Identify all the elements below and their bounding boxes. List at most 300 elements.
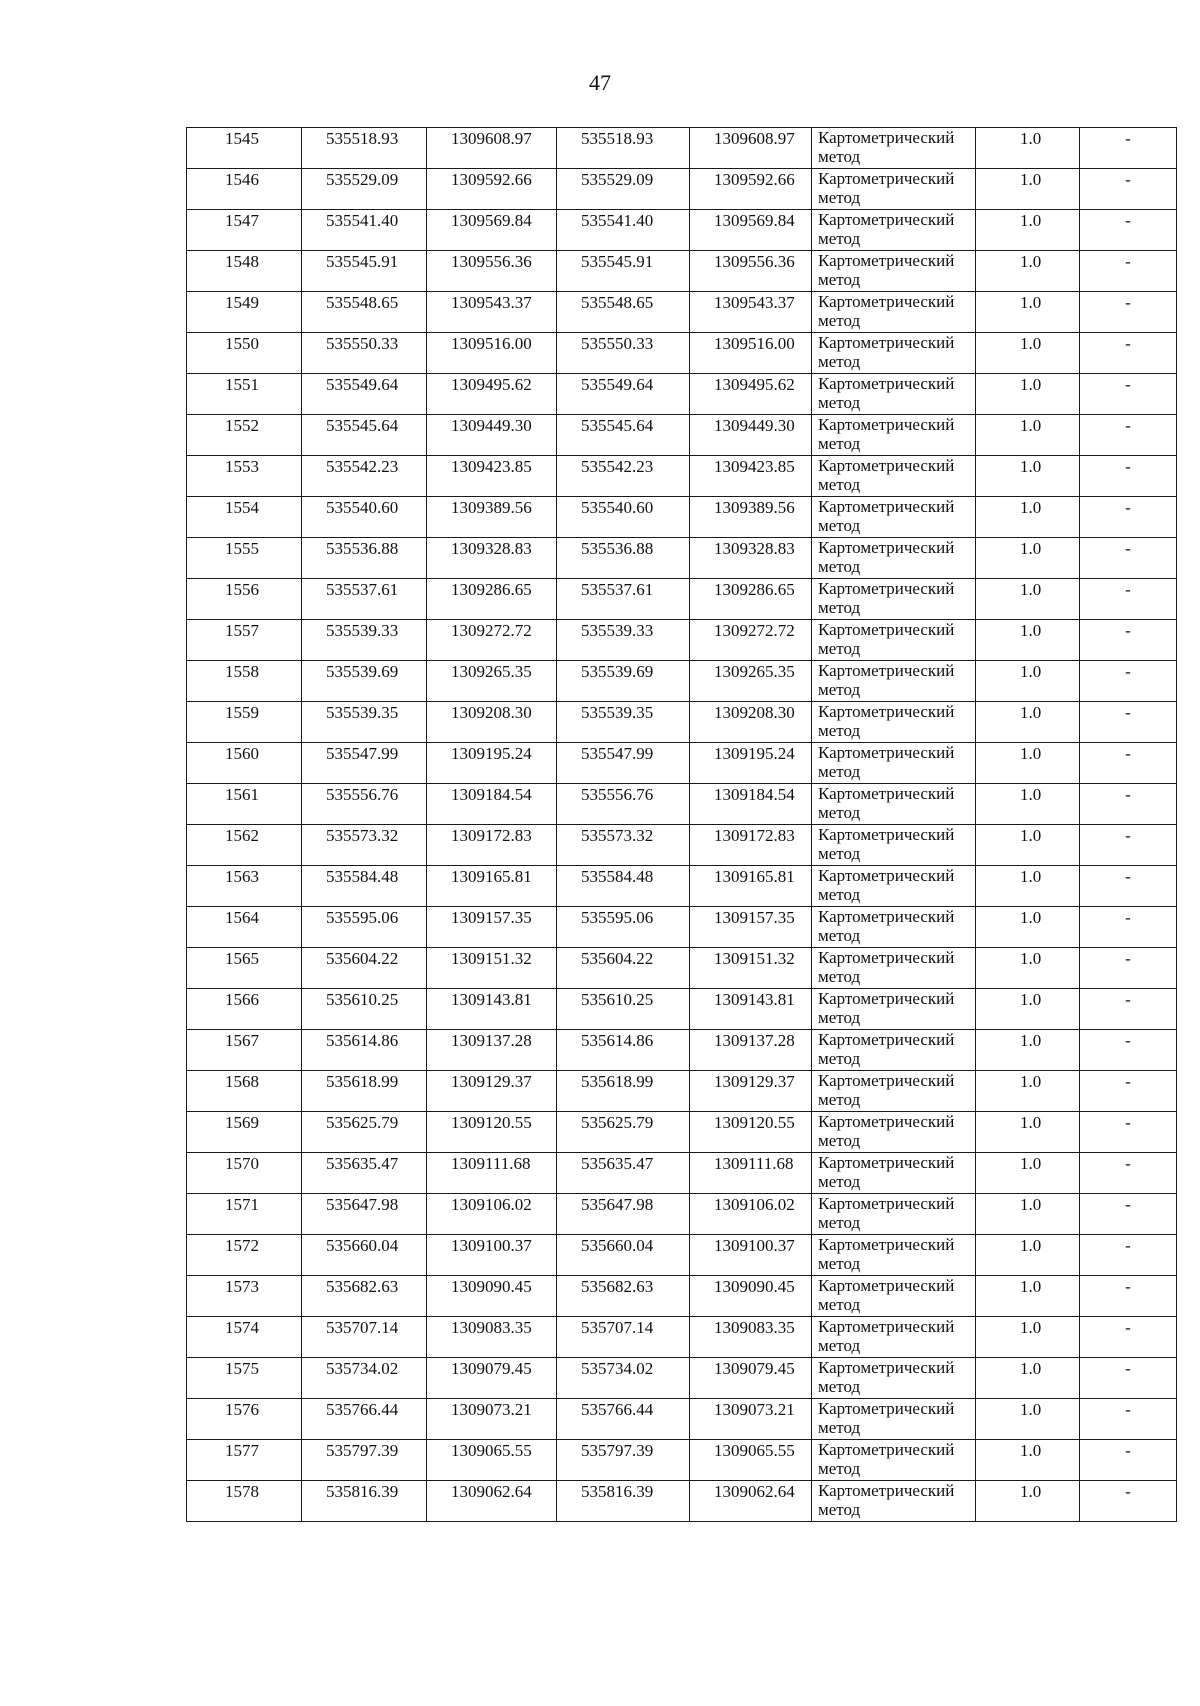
- existing-y-cell: [427, 1071, 557, 1112]
- existing-y-cell: [427, 1194, 557, 1235]
- method-cell: [812, 1399, 976, 1440]
- new-y-text: 1309137.28: [714, 1031, 795, 1050]
- table-body: [187, 128, 1177, 1522]
- existing-x-cell: [302, 538, 427, 579]
- existing-x-text: 535734.02: [326, 1359, 399, 1378]
- method-text-line2: метод: [818, 1377, 861, 1396]
- new-y-cell: [690, 1440, 812, 1481]
- note-text: -: [1125, 1318, 1131, 1337]
- note-cell: [1080, 948, 1177, 989]
- point-number-text: 1558: [225, 662, 259, 681]
- new-x-cell: [557, 1235, 690, 1276]
- new-x-text: 535614.86: [581, 1031, 654, 1050]
- method-text-line1: Картометрический: [818, 1399, 955, 1418]
- existing-y-text: 1309100.37: [451, 1236, 532, 1255]
- note-cell: [1080, 989, 1177, 1030]
- method-text-line1: Картометрический: [818, 1030, 955, 1049]
- existing-y-cell: [427, 292, 557, 333]
- method-text-line2: метод: [818, 680, 861, 699]
- point-number-text: 1553: [225, 457, 259, 476]
- existing-y-text: 1309449.30: [451, 416, 532, 435]
- existing-y-cell: [427, 1276, 557, 1317]
- point-number-text: 1554: [225, 498, 259, 517]
- new-x-text: 535542.23: [581, 457, 654, 476]
- existing-y-cell: [427, 1112, 557, 1153]
- new-x-text: 535540.60: [581, 498, 654, 517]
- existing-x-text: 535548.65: [326, 293, 399, 312]
- point-number-text: 1550: [225, 334, 259, 353]
- point-number-text: 1565: [225, 949, 259, 968]
- method-text-line1: Картометрический: [818, 456, 955, 475]
- new-y-text: 1309151.32: [714, 949, 795, 968]
- method-text-line2: метод: [818, 311, 861, 330]
- method-text-line2: метод: [818, 803, 861, 822]
- note-cell: [1080, 251, 1177, 292]
- point-number-text: 1552: [225, 416, 259, 435]
- method-cell: [812, 1358, 976, 1399]
- table-row: [187, 743, 1177, 784]
- accuracy-cell: [976, 1153, 1080, 1194]
- existing-y-text: 1309389.56: [451, 498, 532, 517]
- new-x-cell: [557, 333, 690, 374]
- new-x-cell: [557, 620, 690, 661]
- method-text-line1: Картометрический: [818, 497, 955, 516]
- point-number-text: 1567: [225, 1031, 259, 1050]
- note-text: -: [1125, 744, 1131, 763]
- existing-x-text: 535550.33: [326, 334, 399, 353]
- accuracy-text: 1.0: [1020, 949, 1042, 968]
- point-number-text: 1563: [225, 867, 259, 886]
- method-text-line1: Картометрический: [818, 989, 955, 1008]
- existing-y-cell: [427, 579, 557, 620]
- existing-x-text: 535539.69: [326, 662, 399, 681]
- accuracy-text: 1.0: [1020, 498, 1042, 517]
- note-text: -: [1125, 621, 1131, 640]
- new-y-cell: [690, 620, 812, 661]
- accuracy-text: 1.0: [1020, 621, 1042, 640]
- new-x-cell: [557, 743, 690, 784]
- point-number-text: 1560: [225, 744, 259, 763]
- method-text-line1: Картометрический: [818, 210, 955, 229]
- accuracy-text: 1.0: [1020, 908, 1042, 927]
- new-y-text: 1309195.24: [714, 744, 795, 763]
- new-x-text: 535537.61: [581, 580, 654, 599]
- existing-x-cell: [302, 1071, 427, 1112]
- point-number-text: 1569: [225, 1113, 259, 1132]
- new-y-text: 1309423.85: [714, 457, 795, 476]
- new-x-text: 535545.64: [581, 416, 654, 435]
- new-x-cell: [557, 374, 690, 415]
- point-number-cell: [187, 948, 302, 989]
- table-row: [187, 538, 1177, 579]
- point-number-cell: [187, 743, 302, 784]
- existing-y-text: 1309065.55: [451, 1441, 532, 1460]
- note-text: -: [1125, 457, 1131, 476]
- existing-y-text: 1309608.97: [451, 129, 532, 148]
- table-row: [187, 251, 1177, 292]
- new-y-cell: [690, 743, 812, 784]
- method-text-line1: Картометрический: [818, 620, 955, 639]
- existing-x-cell: [302, 1317, 427, 1358]
- accuracy-cell: [976, 579, 1080, 620]
- new-x-cell: [557, 1276, 690, 1317]
- new-x-text: 535556.76: [581, 785, 654, 804]
- point-number-text: 1572: [225, 1236, 259, 1255]
- new-y-text: 1309286.65: [714, 580, 795, 599]
- point-number-text: 1571: [225, 1195, 259, 1214]
- method-text-line1: Картометрический: [818, 1440, 955, 1459]
- new-x-cell: [557, 907, 690, 948]
- existing-x-text: 535536.88: [326, 539, 399, 558]
- note-cell: [1080, 374, 1177, 415]
- method-text-line1: Картометрический: [818, 784, 955, 803]
- existing-x-cell: [302, 1440, 427, 1481]
- existing-x-text: 535660.04: [326, 1236, 399, 1255]
- method-text-line2: метод: [818, 557, 861, 576]
- existing-y-text: 1309111.68: [451, 1154, 531, 1173]
- table-row: [187, 1399, 1177, 1440]
- method-text-line1: Картометрический: [818, 825, 955, 844]
- accuracy-text: 1.0: [1020, 170, 1042, 189]
- new-y-cell: [690, 1276, 812, 1317]
- existing-y-text: 1309073.21: [451, 1400, 532, 1419]
- new-x-cell: [557, 1194, 690, 1235]
- existing-x-text: 535540.60: [326, 498, 399, 517]
- accuracy-text: 1.0: [1020, 293, 1042, 312]
- existing-y-cell: [427, 989, 557, 1030]
- new-y-text: 1309569.84: [714, 211, 795, 230]
- new-x-text: 535541.40: [581, 211, 654, 230]
- new-y-cell: [690, 169, 812, 210]
- method-text-line1: Картометрический: [818, 702, 955, 721]
- method-text-line1: Картометрический: [818, 1317, 955, 1336]
- method-cell: [812, 784, 976, 825]
- new-x-text: 535545.91: [581, 252, 654, 271]
- method-text-line1: Картометрический: [818, 1194, 955, 1213]
- point-number-cell: [187, 374, 302, 415]
- new-x-text: 535518.93: [581, 129, 654, 148]
- note-cell: [1080, 1440, 1177, 1481]
- method-cell: [812, 743, 976, 784]
- note-text: -: [1125, 293, 1131, 312]
- method-text-line2: метод: [818, 475, 861, 494]
- accuracy-cell: [976, 292, 1080, 333]
- new-y-cell: [690, 661, 812, 702]
- existing-x-cell: [302, 784, 427, 825]
- method-text-line2: метод: [818, 229, 861, 248]
- note-cell: [1080, 743, 1177, 784]
- accuracy-text: 1.0: [1020, 1072, 1042, 1091]
- existing-x-text: 535797.39: [326, 1441, 399, 1460]
- new-x-cell: [557, 866, 690, 907]
- existing-y-cell: [427, 1358, 557, 1399]
- existing-x-cell: [302, 702, 427, 743]
- table-row: [187, 292, 1177, 333]
- note-text: -: [1125, 949, 1131, 968]
- existing-y-cell: [427, 702, 557, 743]
- existing-x-cell: [302, 620, 427, 661]
- existing-x-cell: [302, 169, 427, 210]
- new-x-cell: [557, 169, 690, 210]
- point-number-cell: [187, 210, 302, 251]
- note-cell: [1080, 702, 1177, 743]
- accuracy-text: 1.0: [1020, 539, 1042, 558]
- method-text-line2: метод: [818, 598, 861, 617]
- new-x-cell: [557, 210, 690, 251]
- note-text: -: [1125, 1441, 1131, 1460]
- accuracy-cell: [976, 1071, 1080, 1112]
- existing-y-text: 1309569.84: [451, 211, 532, 230]
- point-number-cell: [187, 415, 302, 456]
- method-text-line1: Картометрический: [818, 948, 955, 967]
- method-cell: [812, 1440, 976, 1481]
- accuracy-text: 1.0: [1020, 867, 1042, 886]
- accuracy-cell: [976, 1112, 1080, 1153]
- table-row: [187, 1194, 1177, 1235]
- existing-x-cell: [302, 415, 427, 456]
- method-cell: [812, 497, 976, 538]
- existing-x-text: 535604.22: [326, 949, 399, 968]
- point-number-text: 1562: [225, 826, 259, 845]
- note-cell: [1080, 1399, 1177, 1440]
- existing-x-cell: [302, 1153, 427, 1194]
- accuracy-cell: [976, 415, 1080, 456]
- existing-y-text: 1309265.35: [451, 662, 532, 681]
- new-x-cell: [557, 989, 690, 1030]
- note-cell: [1080, 1276, 1177, 1317]
- method-text-line2: метод: [818, 1500, 861, 1519]
- table-row: [187, 825, 1177, 866]
- new-y-text: 1309272.72: [714, 621, 795, 640]
- method-cell: [812, 1235, 976, 1276]
- existing-y-cell: [427, 907, 557, 948]
- existing-x-text: 535539.33: [326, 621, 399, 640]
- existing-y-text: 1309106.02: [451, 1195, 532, 1214]
- new-x-cell: [557, 1440, 690, 1481]
- accuracy-text: 1.0: [1020, 1113, 1042, 1132]
- new-y-cell: [690, 1153, 812, 1194]
- existing-y-text: 1309208.30: [451, 703, 532, 722]
- new-x-text: 535595.06: [581, 908, 654, 927]
- existing-x-cell: [302, 1276, 427, 1317]
- new-x-cell: [557, 251, 690, 292]
- accuracy-cell: [976, 210, 1080, 251]
- accuracy-text: 1.0: [1020, 1441, 1042, 1460]
- existing-x-text: 535539.35: [326, 703, 399, 722]
- existing-x-text: 535682.63: [326, 1277, 399, 1296]
- method-text-line2: метод: [818, 1295, 861, 1314]
- existing-x-cell: [302, 579, 427, 620]
- note-text: -: [1125, 1400, 1131, 1419]
- table-row: [187, 620, 1177, 661]
- method-text-line1: Картометрический: [818, 374, 955, 393]
- new-x-text: 535610.25: [581, 990, 654, 1009]
- existing-x-text: 535542.23: [326, 457, 399, 476]
- point-number-cell: [187, 169, 302, 210]
- table-row: [187, 1030, 1177, 1071]
- method-text-line1: Картометрический: [818, 866, 955, 885]
- new-x-text: 535536.88: [581, 539, 654, 558]
- method-text-line2: метод: [818, 1418, 861, 1437]
- accuracy-text: 1.0: [1020, 662, 1042, 681]
- method-text-line1: Картометрический: [818, 415, 955, 434]
- existing-y-text: 1309090.45: [451, 1277, 532, 1296]
- new-y-text: 1309062.64: [714, 1482, 795, 1501]
- method-cell: [812, 251, 976, 292]
- method-cell: [812, 907, 976, 948]
- new-x-cell: [557, 948, 690, 989]
- accuracy-text: 1.0: [1020, 129, 1042, 148]
- existing-x-text: 535816.39: [326, 1482, 399, 1501]
- accuracy-text: 1.0: [1020, 1154, 1042, 1173]
- existing-y-text: 1309062.64: [451, 1482, 532, 1501]
- new-x-text: 535625.79: [581, 1113, 654, 1132]
- new-y-cell: [690, 907, 812, 948]
- method-text-line2: метод: [818, 926, 861, 945]
- note-cell: [1080, 538, 1177, 579]
- new-x-cell: [557, 1112, 690, 1153]
- existing-x-cell: [302, 661, 427, 702]
- method-text-line1: Картометрический: [818, 333, 955, 352]
- table-row: [187, 128, 1177, 169]
- new-y-text: 1309100.37: [714, 1236, 795, 1255]
- existing-x-text: 535584.48: [326, 867, 399, 886]
- new-y-cell: [690, 1358, 812, 1399]
- new-x-text: 535539.35: [581, 703, 654, 722]
- point-number-text: 1577: [225, 1441, 259, 1460]
- point-number-cell: [187, 1440, 302, 1481]
- existing-x-cell: [302, 1399, 427, 1440]
- accuracy-cell: [976, 1194, 1080, 1235]
- method-text-line2: метод: [818, 844, 861, 863]
- existing-x-text: 535647.98: [326, 1195, 399, 1214]
- accuracy-cell: [976, 1358, 1080, 1399]
- table-row: [187, 415, 1177, 456]
- accuracy-cell: [976, 620, 1080, 661]
- new-y-text: 1309449.30: [714, 416, 795, 435]
- existing-y-cell: [427, 497, 557, 538]
- table-row: [187, 866, 1177, 907]
- accuracy-cell: [976, 1317, 1080, 1358]
- method-cell: [812, 620, 976, 661]
- method-cell: [812, 866, 976, 907]
- accuracy-cell: [976, 948, 1080, 989]
- new-x-cell: [557, 702, 690, 743]
- method-cell: [812, 415, 976, 456]
- note-text: -: [1125, 170, 1131, 189]
- note-text: -: [1125, 498, 1131, 517]
- existing-x-text: 535545.64: [326, 416, 399, 435]
- existing-x-cell: [302, 743, 427, 784]
- existing-y-text: 1309184.54: [451, 785, 532, 804]
- method-text-line1: Картометрический: [818, 169, 955, 188]
- method-text-line2: метод: [818, 1459, 861, 1478]
- method-cell: [812, 1317, 976, 1358]
- table-row: [187, 661, 1177, 702]
- table-row: [187, 1440, 1177, 1481]
- new-x-text: 535707.14: [581, 1318, 654, 1337]
- note-cell: [1080, 210, 1177, 251]
- accuracy-text: 1.0: [1020, 744, 1042, 763]
- accuracy-text: 1.0: [1020, 1482, 1042, 1501]
- new-y-cell: [690, 1399, 812, 1440]
- new-y-cell: [690, 210, 812, 251]
- point-number-cell: [187, 1317, 302, 1358]
- new-y-cell: [690, 1071, 812, 1112]
- note-cell: [1080, 1317, 1177, 1358]
- accuracy-cell: [976, 333, 1080, 374]
- new-x-cell: [557, 579, 690, 620]
- existing-y-text: 1309120.55: [451, 1113, 532, 1132]
- accuracy-cell: [976, 1399, 1080, 1440]
- new-x-text: 535734.02: [581, 1359, 654, 1378]
- note-text: -: [1125, 1154, 1131, 1173]
- point-number-text: 1566: [225, 990, 259, 1009]
- note-text: -: [1125, 990, 1131, 1009]
- accuracy-text: 1.0: [1020, 580, 1042, 599]
- accuracy-text: 1.0: [1020, 1277, 1042, 1296]
- method-text-line2: метод: [818, 147, 861, 166]
- existing-y-cell: [427, 825, 557, 866]
- table-row: [187, 1153, 1177, 1194]
- new-x-cell: [557, 661, 690, 702]
- new-y-cell: [690, 1317, 812, 1358]
- note-cell: [1080, 169, 1177, 210]
- point-number-cell: [187, 497, 302, 538]
- method-cell: [812, 1071, 976, 1112]
- table-row: [187, 1358, 1177, 1399]
- table-row: [187, 456, 1177, 497]
- new-y-text: 1309157.35: [714, 908, 795, 927]
- method-cell: [812, 1112, 976, 1153]
- existing-x-text: 535545.91: [326, 252, 399, 271]
- new-x-cell: [557, 415, 690, 456]
- existing-x-text: 535595.06: [326, 908, 399, 927]
- point-number-cell: [187, 251, 302, 292]
- new-y-text: 1309073.21: [714, 1400, 795, 1419]
- note-cell: [1080, 128, 1177, 169]
- point-number-text: 1545: [225, 129, 259, 148]
- new-x-cell: [557, 1481, 690, 1522]
- method-text-line2: метод: [818, 885, 861, 904]
- new-y-cell: [690, 1030, 812, 1071]
- new-y-text: 1309608.97: [714, 129, 795, 148]
- point-number-cell: [187, 1358, 302, 1399]
- point-number-cell: [187, 292, 302, 333]
- table-row: [187, 1235, 1177, 1276]
- method-text-line1: Картометрический: [818, 907, 955, 926]
- existing-y-text: 1309328.83: [451, 539, 532, 558]
- method-cell: [812, 661, 976, 702]
- new-y-cell: [690, 292, 812, 333]
- existing-y-text: 1309172.83: [451, 826, 532, 845]
- new-y-cell: [690, 538, 812, 579]
- method-cell: [812, 292, 976, 333]
- method-cell: [812, 948, 976, 989]
- table-row: [187, 702, 1177, 743]
- existing-y-cell: [427, 1481, 557, 1522]
- note-cell: [1080, 907, 1177, 948]
- method-text-line2: метод: [818, 188, 861, 207]
- new-y-cell: [690, 456, 812, 497]
- new-y-text: 1309208.30: [714, 703, 795, 722]
- existing-y-text: 1309516.00: [451, 334, 532, 353]
- method-cell: [812, 1194, 976, 1235]
- existing-y-text: 1309129.37: [451, 1072, 532, 1091]
- accuracy-text: 1.0: [1020, 375, 1042, 394]
- existing-y-cell: [427, 333, 557, 374]
- point-number-text: 1557: [225, 621, 259, 640]
